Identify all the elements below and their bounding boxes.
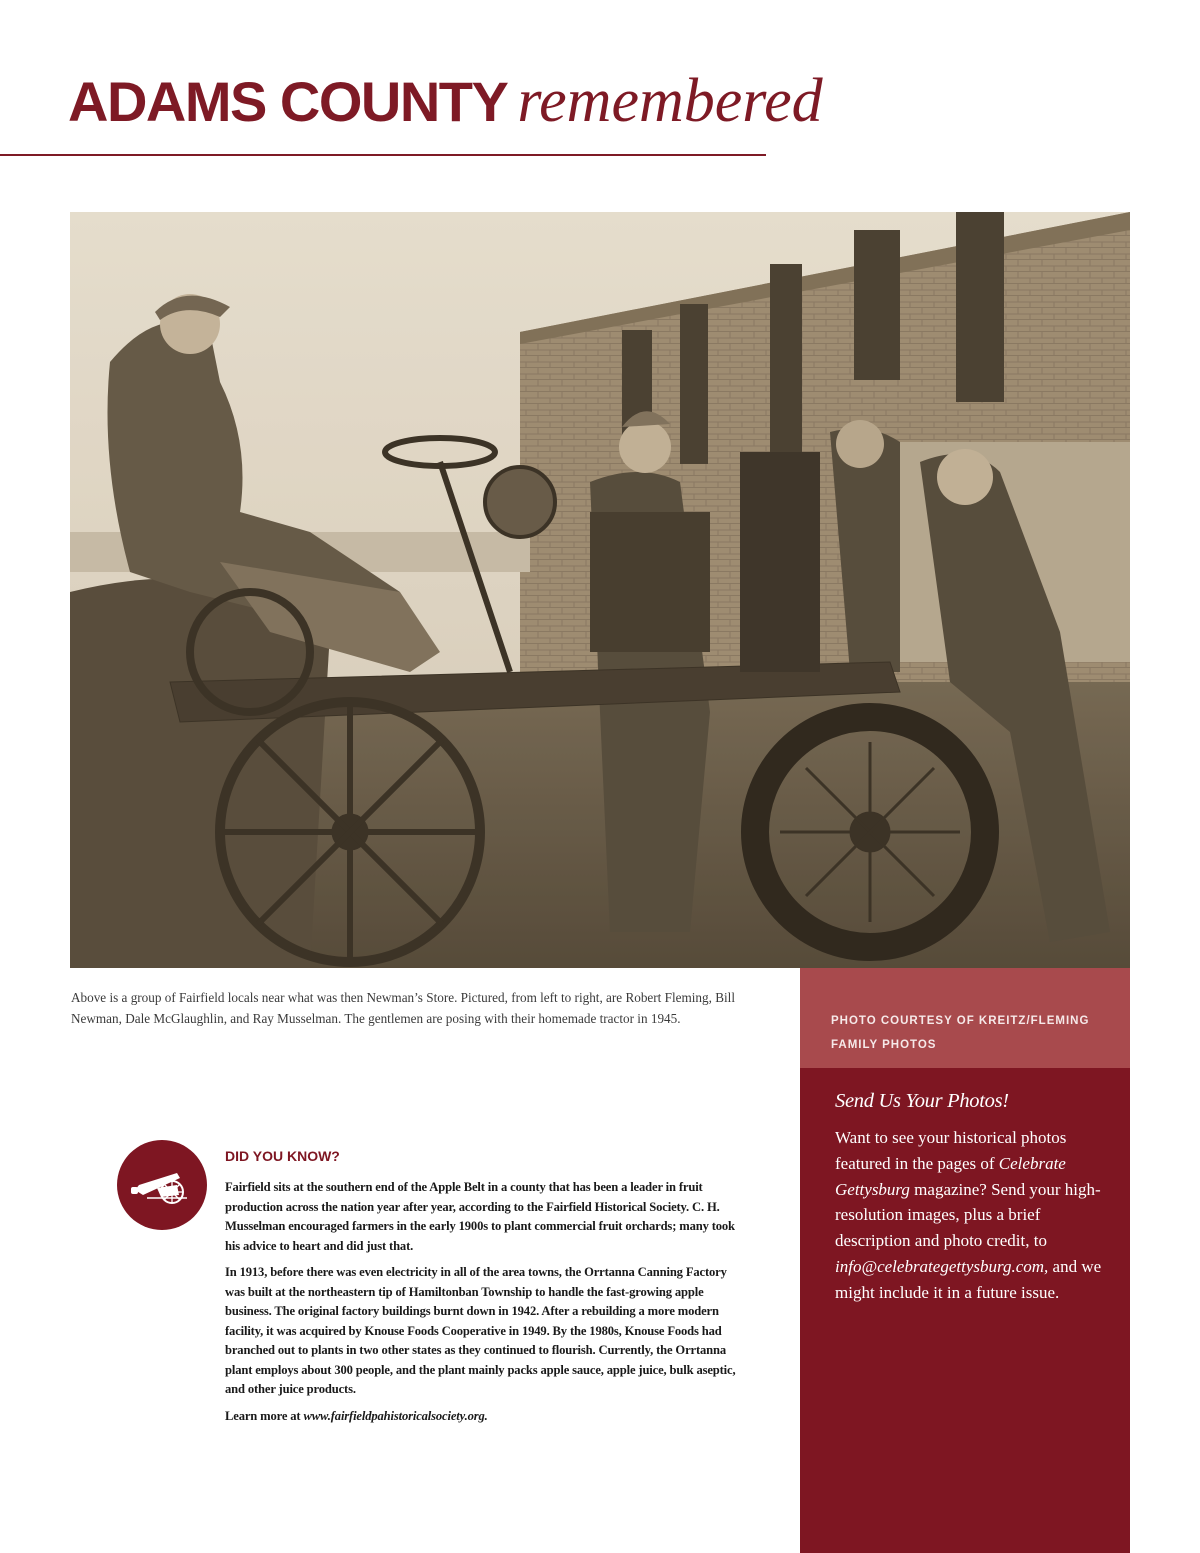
did-you-know	[225, 1148, 747, 1433]
submission-email-link[interactable]: info@celebrategettysburg.com,	[835, 1256, 1049, 1276]
masthead-bold: ADAMS COUNTY	[68, 70, 508, 133]
did-you-know-heading: DID YOU KNOW?	[225, 1148, 340, 1164]
photo-caption: Above is a group of Fairfield locals near what was then Newman’s Store. Pictured, from left to right, are Robert Fleming, Bill Newman, Dale McGlaughlin, and Ray Musselman. The gentlemen are posing with their homemade tractor in 1945.	[71, 990, 735, 1026]
did-you-know-para-2: In 1913, before there was even electricity in all of the area towns, the Orrtanna Canning Factory was built at the northeastern tip of Hamiltonban Township to handle the fast-growing apple business. The original factory buildings burnt down in 1942. After a rebuilding a more modern facility, it was acquired by Knouse Foods Cooperative in 1949. By the 1980s, Knouse Foods had branched out to plants in two other states as they continued to flourish. Currently, the Orrtanna plant employs about 300 people, and the plant mainly packs apple sauce, apple juice, bulk aseptic, and other juice products.	[225, 1265, 736, 1396]
learn-more-prefix: Learn more at	[225, 1408, 304, 1423]
photo-illustration	[70, 212, 1130, 968]
send-photos-panel	[800, 1068, 1130, 1553]
cannon-icon	[117, 1140, 207, 1230]
did-you-know-para-1: Fairfield sits at the southern end of the Apple Belt in a county that has been a leader in fruit production across the nation year after year, according to the Fairfield Historical Society. C. H. Musselman encouraged farmers in the early 1900s to plant commercial fruit orchards; many took his advice to heart and did just that.	[225, 1180, 735, 1253]
society-website-link[interactable]: www.fairfieldpahistoricalsociety.org.	[303, 1408, 488, 1423]
send-body-2: magazine? Send your high-resolution images, plus a brief description and photo credit, to	[835, 1179, 1101, 1251]
credit-line-1: PHOTO COURTESY OF KREITZ/FLEMING	[831, 1015, 1090, 1027]
did-you-know-badge	[117, 1140, 207, 1230]
masthead	[68, 67, 823, 135]
magazine-name: Celebrate Gettysburg	[835, 1153, 1066, 1199]
send-body-3: and we might include it in a future issue.	[835, 1256, 1102, 1302]
masthead-italic: remembered	[517, 67, 823, 135]
tractor-photo	[70, 212, 1130, 968]
masthead-rule	[0, 154, 766, 156]
photo-credit	[800, 968, 1130, 1068]
send-photos-body	[835, 1125, 1110, 1306]
learn-more	[225, 1407, 747, 1427]
send-photos-title: Send Us Your Photos!	[835, 1090, 1009, 1112]
credit-line-2: FAMILY PHOTOS	[831, 1039, 937, 1051]
send-body-1: Want to see your historical photos featured in the pages of	[835, 1128, 1067, 1173]
